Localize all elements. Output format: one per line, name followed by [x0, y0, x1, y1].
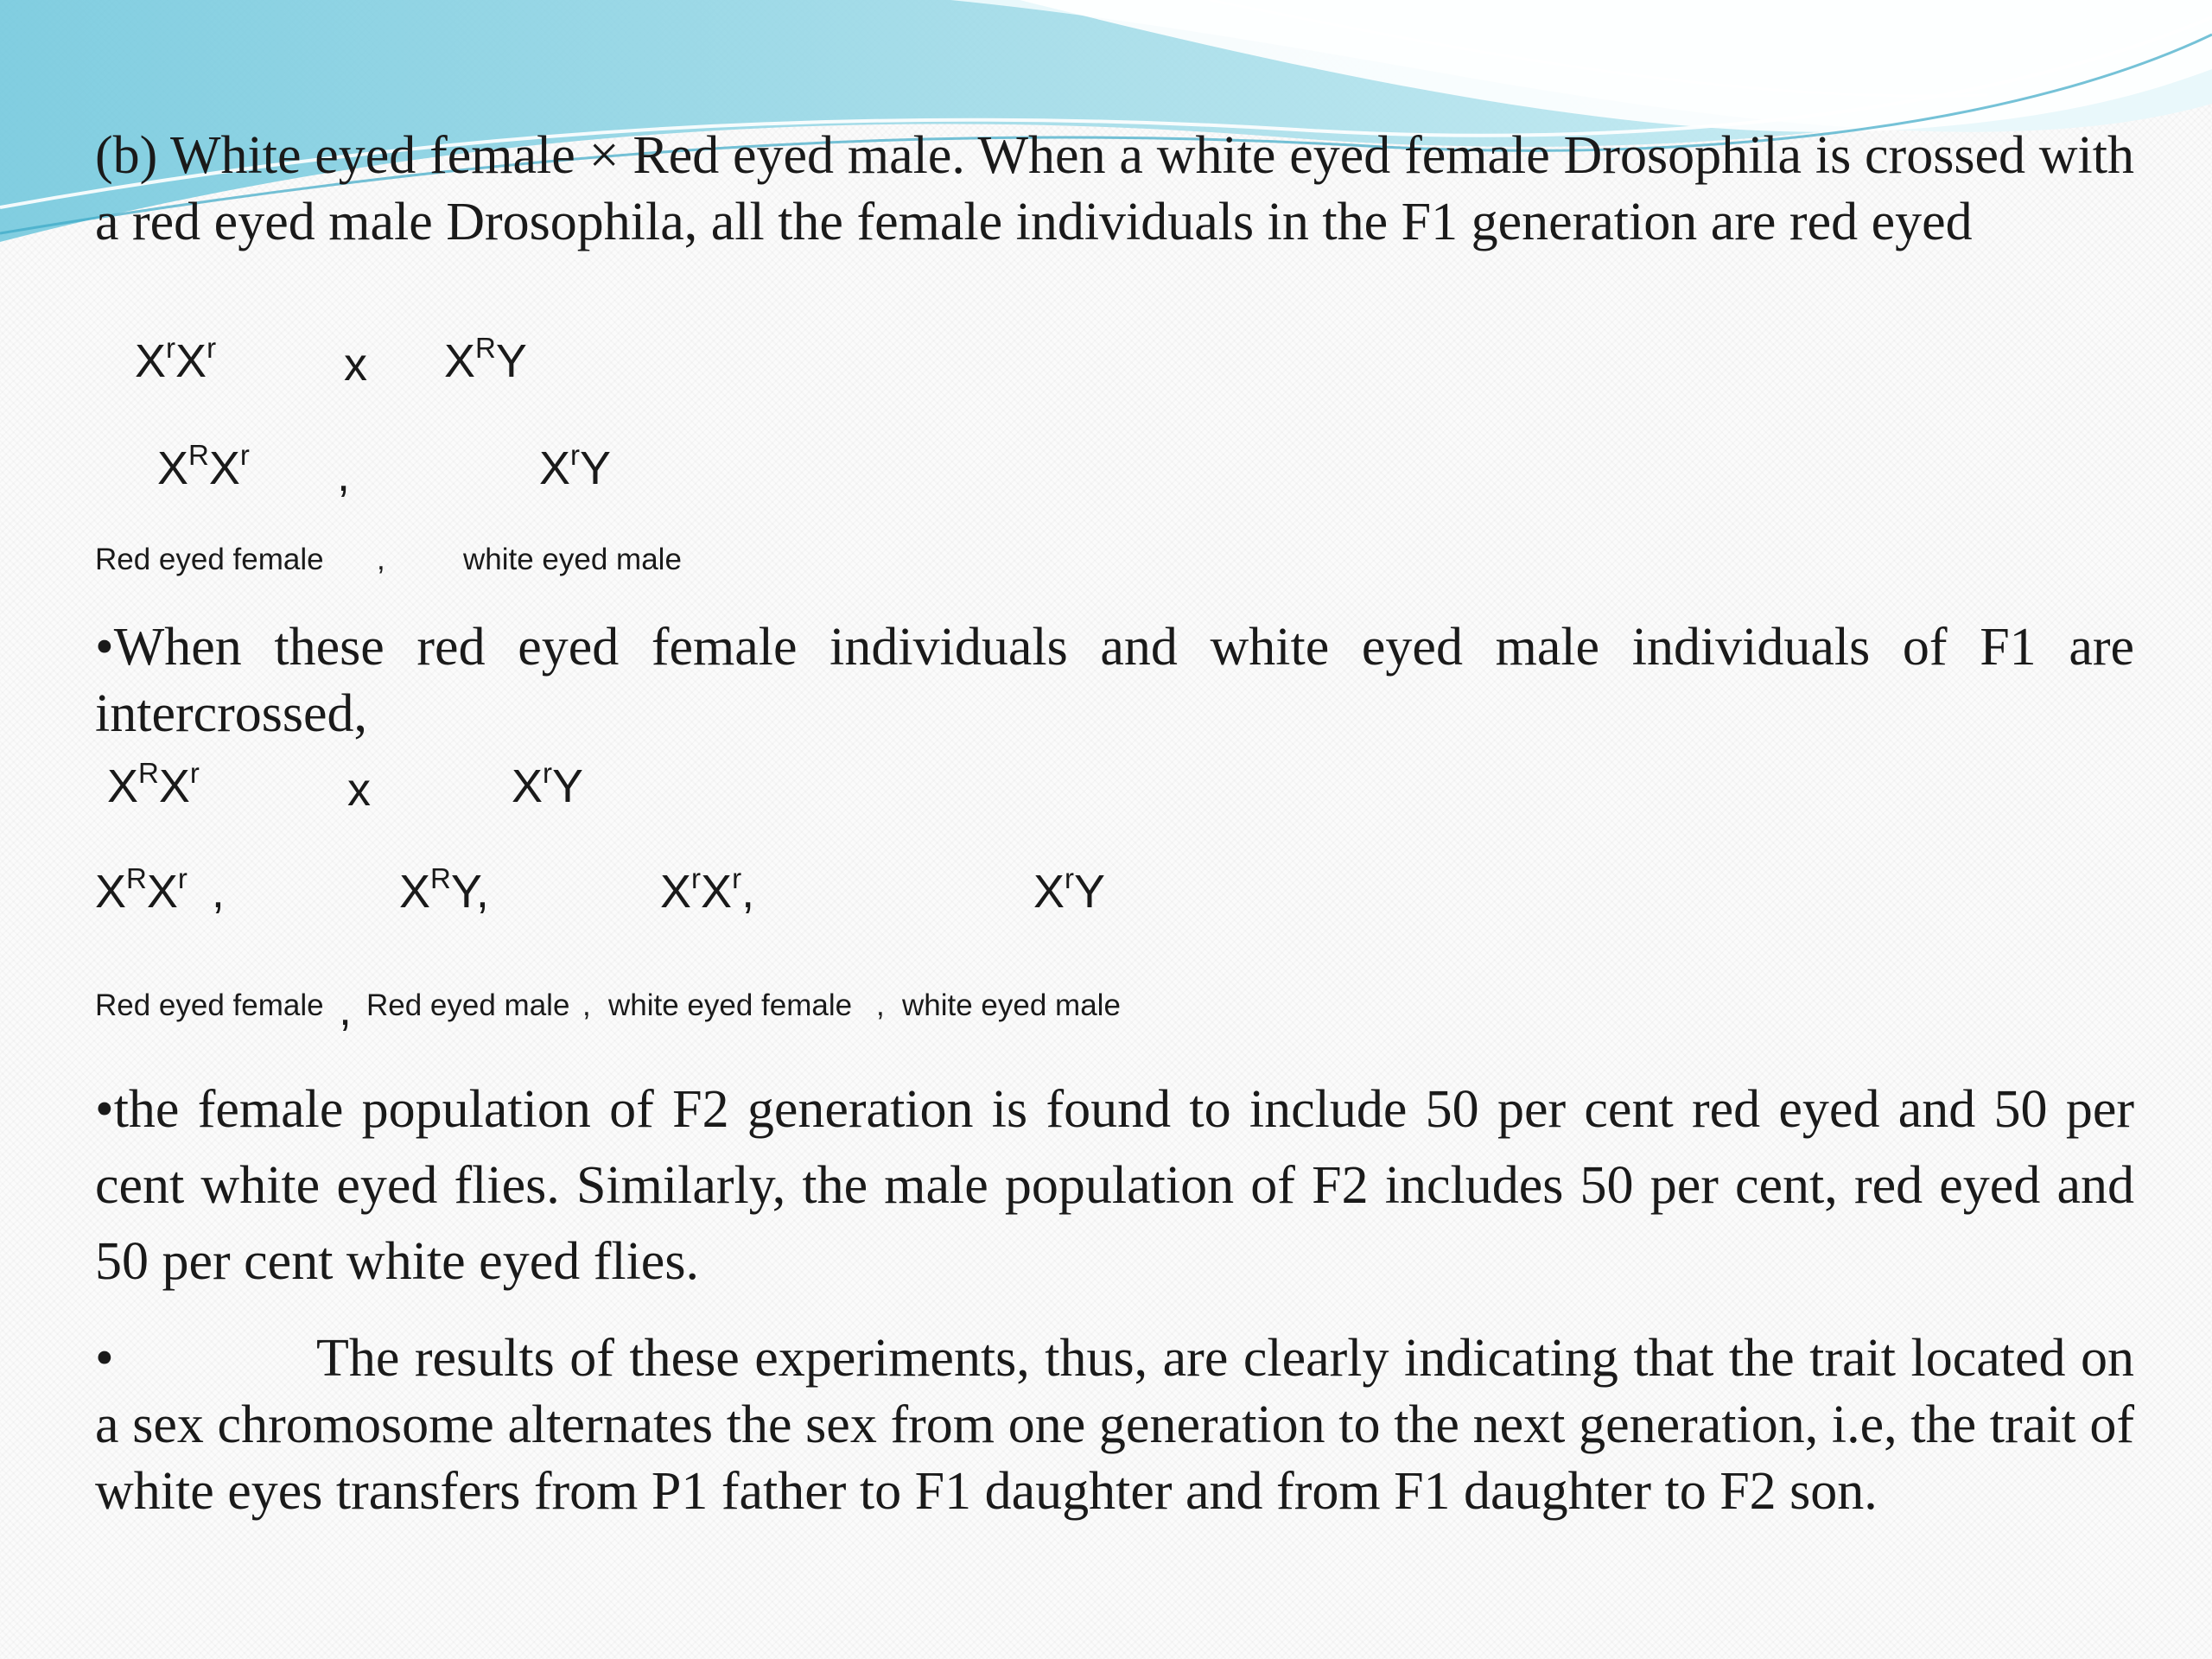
genotype-parent2-cross1: $X^RY$	[444, 332, 527, 387]
label-f2-white-female: white eyed female	[608, 988, 853, 1022]
genotype-f1-female: $X^RX^r$	[157, 439, 250, 494]
label-f2-white-male: white eyed male	[902, 988, 1121, 1022]
genotype-f2-red-male: $X^RY$,	[399, 862, 489, 918]
genotype-f2-red-female: $X^RX^r$ ,	[95, 862, 225, 918]
label-f2-sep3: ,	[876, 988, 885, 1022]
paragraph-conclusion	[95, 1325, 2134, 1525]
conclusion-text: The results of these experiments, thus, are clearly indicating that the trait located on a sex chromosome alternates the sex from one generation to the next generation, i.e, the trait of white eyes transfers from P1 father to F1 daughter and from F1 daughter to F2 son.	[95, 1329, 2134, 1521]
paragraph-f2-results: •the female population of F2 generation is found to include 50 per cent red eyed and 50 per cent white eyed flies. Similarly, the male population of F2 includes 50 per cent, red eyed and 50 per cent white eyed flies.	[95, 1080, 2134, 1291]
label-f2-sep2: ,	[582, 988, 591, 1022]
paragraph-cross-b: (b) White eyed female × Red eyed male. When a white eyed female Drosophila is crossed with a red eyed male Drosophila, all the female individuals in the F1 generation are red eyed	[95, 126, 2134, 251]
genotype-f1-male: $X^rY$	[539, 439, 612, 494]
f1-comma: ,	[337, 449, 351, 501]
label-f1-female: Red eyed female	[95, 543, 324, 576]
label-f1-male: white eyed male	[463, 543, 682, 576]
label-f2-sep1: ,	[339, 983, 353, 1035]
paragraph-intercross: •When these red eyed female individuals and white eyed male individuals of F1 are intercrossed,	[95, 618, 2134, 743]
genotype-parent2-cross2: $X^rY$	[512, 757, 584, 812]
genotype-parent1-cross1: $X^rX^r$	[135, 332, 217, 387]
genotype-f2-white-female: $X^rX^r$,	[660, 862, 755, 918]
genotype-f2-white-male: $X^rY$	[1033, 862, 1106, 918]
cross-symbol-2: x	[347, 764, 371, 816]
label-f2-red-female: Red eyed female	[95, 988, 324, 1022]
cross-symbol-1: x	[344, 339, 367, 391]
genotype-parent1-cross2: $X^RX^r$	[107, 757, 200, 812]
bullet: •	[95, 1329, 114, 1388]
label-f1-comma: ,	[377, 543, 385, 576]
label-f2-red-male: Red eyed male	[366, 988, 570, 1022]
